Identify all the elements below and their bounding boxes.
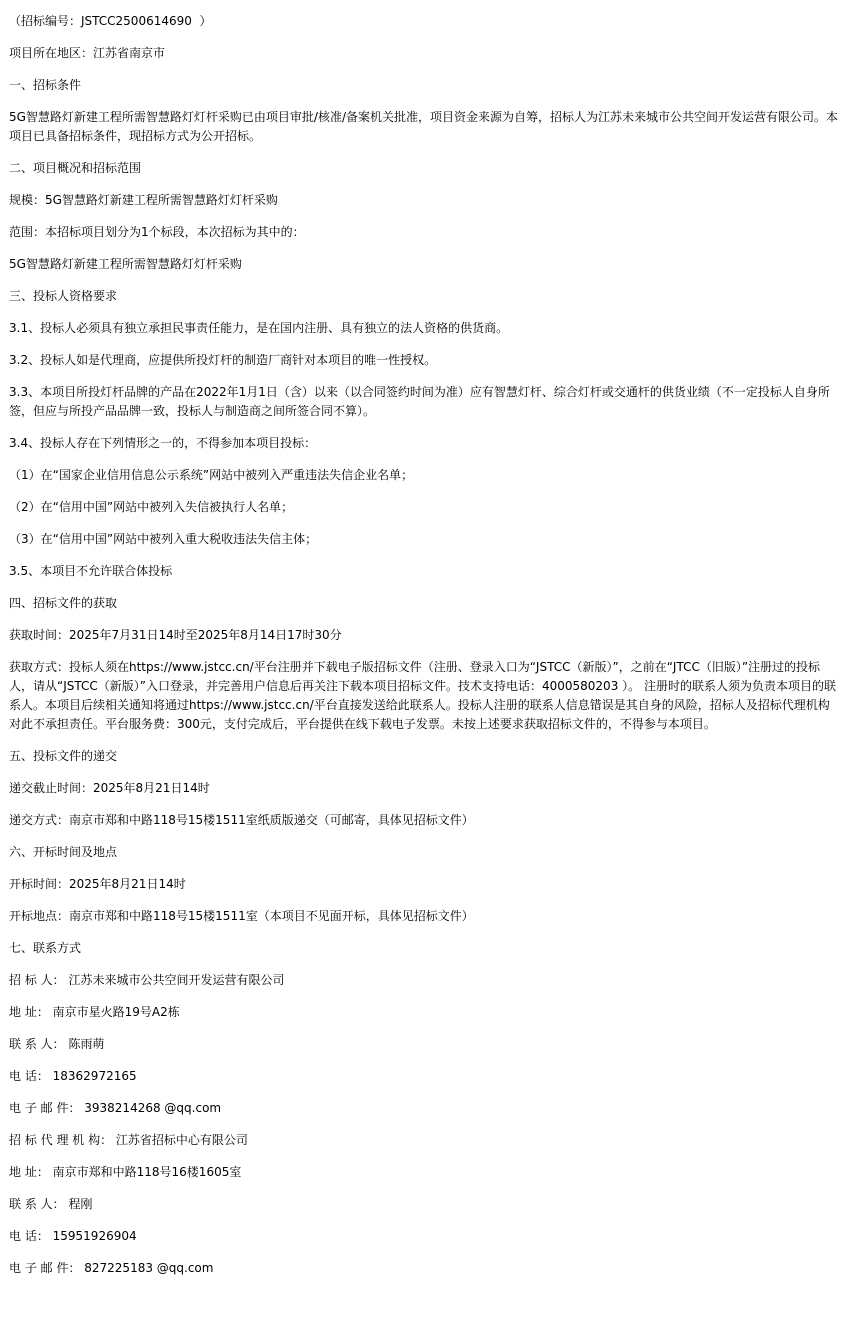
section-title-contact: 七、联系方式 bbox=[9, 941, 82, 955]
agency-phone: 电 话： 15951926904 bbox=[9, 1229, 137, 1243]
section-title-opening: 六、开标时间及地点 bbox=[9, 845, 118, 859]
conditions-body: 5G智慧路灯新建工程所需智慧路灯灯杆采购已由项目审批/核准/备案机关批准，项目资金来源为自筹，招标人为江苏未来城市公共空间开发运营有限公司。本项目已具备招标条件，现招标方式为公开招标。 bbox=[9, 110, 839, 143]
section-title-obtain: 四、招标文件的获取 bbox=[9, 596, 118, 610]
qualification-3-4: 3.4、投标人存在下列情形之一的，不得参加本项目投标： bbox=[9, 436, 317, 450]
tender-notice bbox=[9, 0, 839, 1278]
qualification-3-4-item-2: （2）在“信用中国”网站中被列入失信被执行人名单； bbox=[9, 500, 294, 514]
section-title-submission: 五、投标文件的递交 bbox=[9, 749, 118, 763]
tenderer-address: 地 址： 南京市星火路19号A2栋 bbox=[9, 1005, 180, 1019]
overview-scale: 规模：5G智慧路灯新建工程所需智慧路灯灯杆采购 bbox=[9, 193, 278, 207]
overview-scope: 范围：本招标项目划分为1个标段，本次招标为其中的： bbox=[9, 225, 305, 239]
qualification-3-5: 3.5、本项目不允许联合体投标 bbox=[9, 564, 173, 578]
tenderer-name: 招 标 人： 江苏未来城市公共空间开发运营有限公司 bbox=[9, 973, 285, 987]
tenderer-email: 电 子 邮 件： 3938214268 @qq.com bbox=[9, 1101, 222, 1115]
qualification-3-1: 3.1、投标人必须具有独立承担民事责任能力，是在国内注册、具有独立的法人资格的供货商。 bbox=[9, 321, 509, 335]
qualification-3-4-item-3: （3）在“信用中国”网站中被列入重大税收违法失信主体； bbox=[9, 532, 318, 546]
section-title-conditions: 一、招标条件 bbox=[9, 78, 82, 92]
agency-email: 电 子 邮 件： 827225183 @qq.com bbox=[9, 1261, 214, 1275]
submission-method: 递交方式：南京市郑和中路118号15楼1511室纸质版递交（可邮寄，具体见招标文件） bbox=[9, 813, 474, 827]
project-region: 项目所在地区：江苏省南京市 bbox=[9, 46, 166, 60]
obtain-method: 获取方式：投标人须在https://www.jstcc.cn/平台注册并下载电子版招标文件（注册、登录入口为“JSTCC（新版）”，之前在“JTCC（旧版）”注册过的投标人，请从“JSTCC（新版）”入口登录，并完善用户信息后再关注下载本项目招标文件。技术支持电话：4000580203 ）。 注册时的联系人须为负责本项目的联系人。本项目后续相关通知将通过https://www.jstcc.cn/平台直接发送给此联系人。投标人注册的联系人信息错误是其自身的风险，招标人及招标代理机构对此不承担责任。平台服务费：300元，支付完成后，平台提供在线下载电子发票。未按上述要求获取招标文件的，不得参与本项目。 bbox=[9, 660, 836, 731]
agency-name: 招 标 代 理 机 构： 江苏省招标中心有限公司 bbox=[9, 1133, 248, 1147]
opening-place: 开标地点：南京市郑和中路118号15楼1511室（本项目不见面开标，具体见招标文件） bbox=[9, 909, 474, 923]
qualification-3-2: 3.2、投标人如是代理商，应提供所投灯杆的制造厂商针对本项目的唯一性授权。 bbox=[9, 353, 437, 367]
tenderer-contact-person: 联 系 人： 陈雨萌 bbox=[9, 1037, 105, 1051]
overview-lot: 5G智慧路灯新建工程所需智慧路灯灯杆采购 bbox=[9, 257, 242, 271]
tenderer-phone: 电 话： 18362972165 bbox=[9, 1069, 137, 1083]
opening-time: 开标时间：2025年8月21日14时 bbox=[9, 877, 186, 891]
section-title-qualification: 三、投标人资格要求 bbox=[9, 289, 118, 303]
agency-address: 地 址： 南京市郑和中路118号16楼1605室 bbox=[9, 1165, 242, 1179]
submission-deadline: 递交截止时间：2025年8月21日14时 bbox=[9, 781, 210, 795]
section-title-overview: 二、项目概况和招标范围 bbox=[9, 161, 142, 175]
tender-number: （招标编号：JSTCC2500614690 ） bbox=[9, 14, 212, 28]
obtain-time: 获取时间：2025年7月31日14时至2025年8月14日17时30分 bbox=[9, 628, 342, 642]
agency-contact-person: 联 系 人： 程刚 bbox=[9, 1197, 93, 1211]
qualification-3-4-item-1: （1）在“国家企业信用信息公示系统”网站中被列入严重违法失信企业名单； bbox=[9, 468, 414, 482]
qualification-3-3: 3.3、本项目所投灯杆品牌的产品在2022年1月1日（含）以来（以合同签约时间为准）应有智慧灯杆、综合灯杆或交通杆的供货业绩（不一定投标人自身所签，但应与所投产品品牌一致，投标人与制造商之间所签合同不算）。 bbox=[9, 385, 830, 418]
